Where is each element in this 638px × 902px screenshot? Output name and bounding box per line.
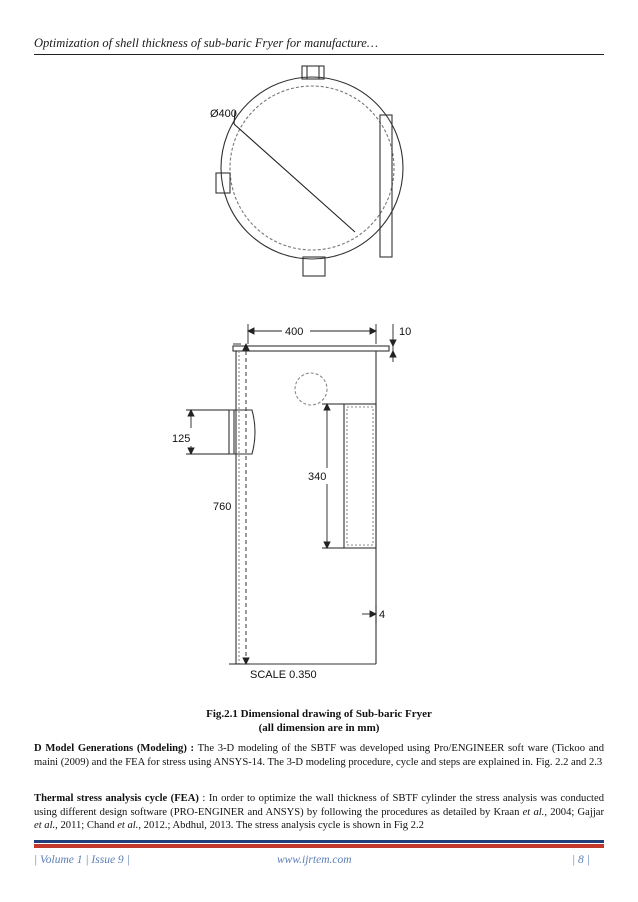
paragraph-fea [34, 792, 604, 833]
scale-label: SCALE 0.350 [250, 669, 317, 681]
bottom-nozzle [303, 257, 325, 276]
footer-rule-red [34, 844, 604, 848]
dim-diameter: Ø400 [210, 108, 237, 120]
dim-height: 760 [213, 501, 232, 513]
figure-caption: Fig.2.1 Dimensional drawing of Sub-baric Fryer [206, 708, 432, 720]
dim-box: 340 [308, 471, 327, 483]
running-header: Optimization of shell thickness of sub-baric Fryer for manufacture… [34, 36, 378, 50]
dim-side: 125 [172, 433, 191, 445]
top-view-outer-circle [221, 77, 403, 259]
figure-caption-sub: (all dimension are in mm) [258, 722, 380, 734]
left-side-nozzle [229, 410, 255, 454]
fea-body-a: : In order to optimize the wall thickness of SBTF cylinder the stress analysis was conducted using different design software (PRO-ENGINER and ANSYS) by following the procedures as detailed by Kraan [34, 793, 604, 818]
fea-body-c: 2011; Chand [57, 820, 118, 831]
side-port [295, 373, 327, 405]
citation-etal: et al., [34, 820, 58, 831]
citation-etal: et al., [117, 820, 142, 831]
right-box-top [380, 115, 392, 257]
section-heading-fea: Thermal stress analysis cycle (FEA) [34, 793, 199, 804]
footer-page-number: | 8 | [572, 854, 590, 866]
fea-body-b: 2004; Gajjar [546, 806, 604, 818]
modeling-body: The 3-D modeling of the SBTF was developed using Pro/ENGINEER soft ware (Tickoo and maini (2009) and the FEA for stress using ANSYS-14. The 3-D modeling procedure, cycle and steps are explained in. Fig. 2.2 and 2.3 [34, 743, 604, 768]
lid-plate [233, 346, 389, 351]
paragraph-modeling [34, 742, 604, 769]
dim-lid: 10 [399, 326, 412, 338]
top-view-inner-circle [230, 86, 394, 250]
fea-body-d: 2012.; Abdhul, 2013. The stress analysis cycle is shown in Fig 2.2 [141, 820, 424, 831]
footer-volume: | Volume 1 | Issue 9 | [34, 854, 130, 866]
left-nozzle [216, 173, 230, 193]
footer-website[interactable]: www.ijrtem.com [277, 854, 352, 866]
section-heading-modeling: D Model Generations (Modeling) : [34, 743, 195, 754]
dim-thickness: 4 [379, 609, 386, 621]
diameter-line [234, 124, 355, 232]
right-side-box [344, 404, 376, 548]
dim-width: 400 [285, 326, 304, 338]
citation-etal: et al., [522, 806, 547, 818]
footer-rule-blue [34, 840, 604, 843]
